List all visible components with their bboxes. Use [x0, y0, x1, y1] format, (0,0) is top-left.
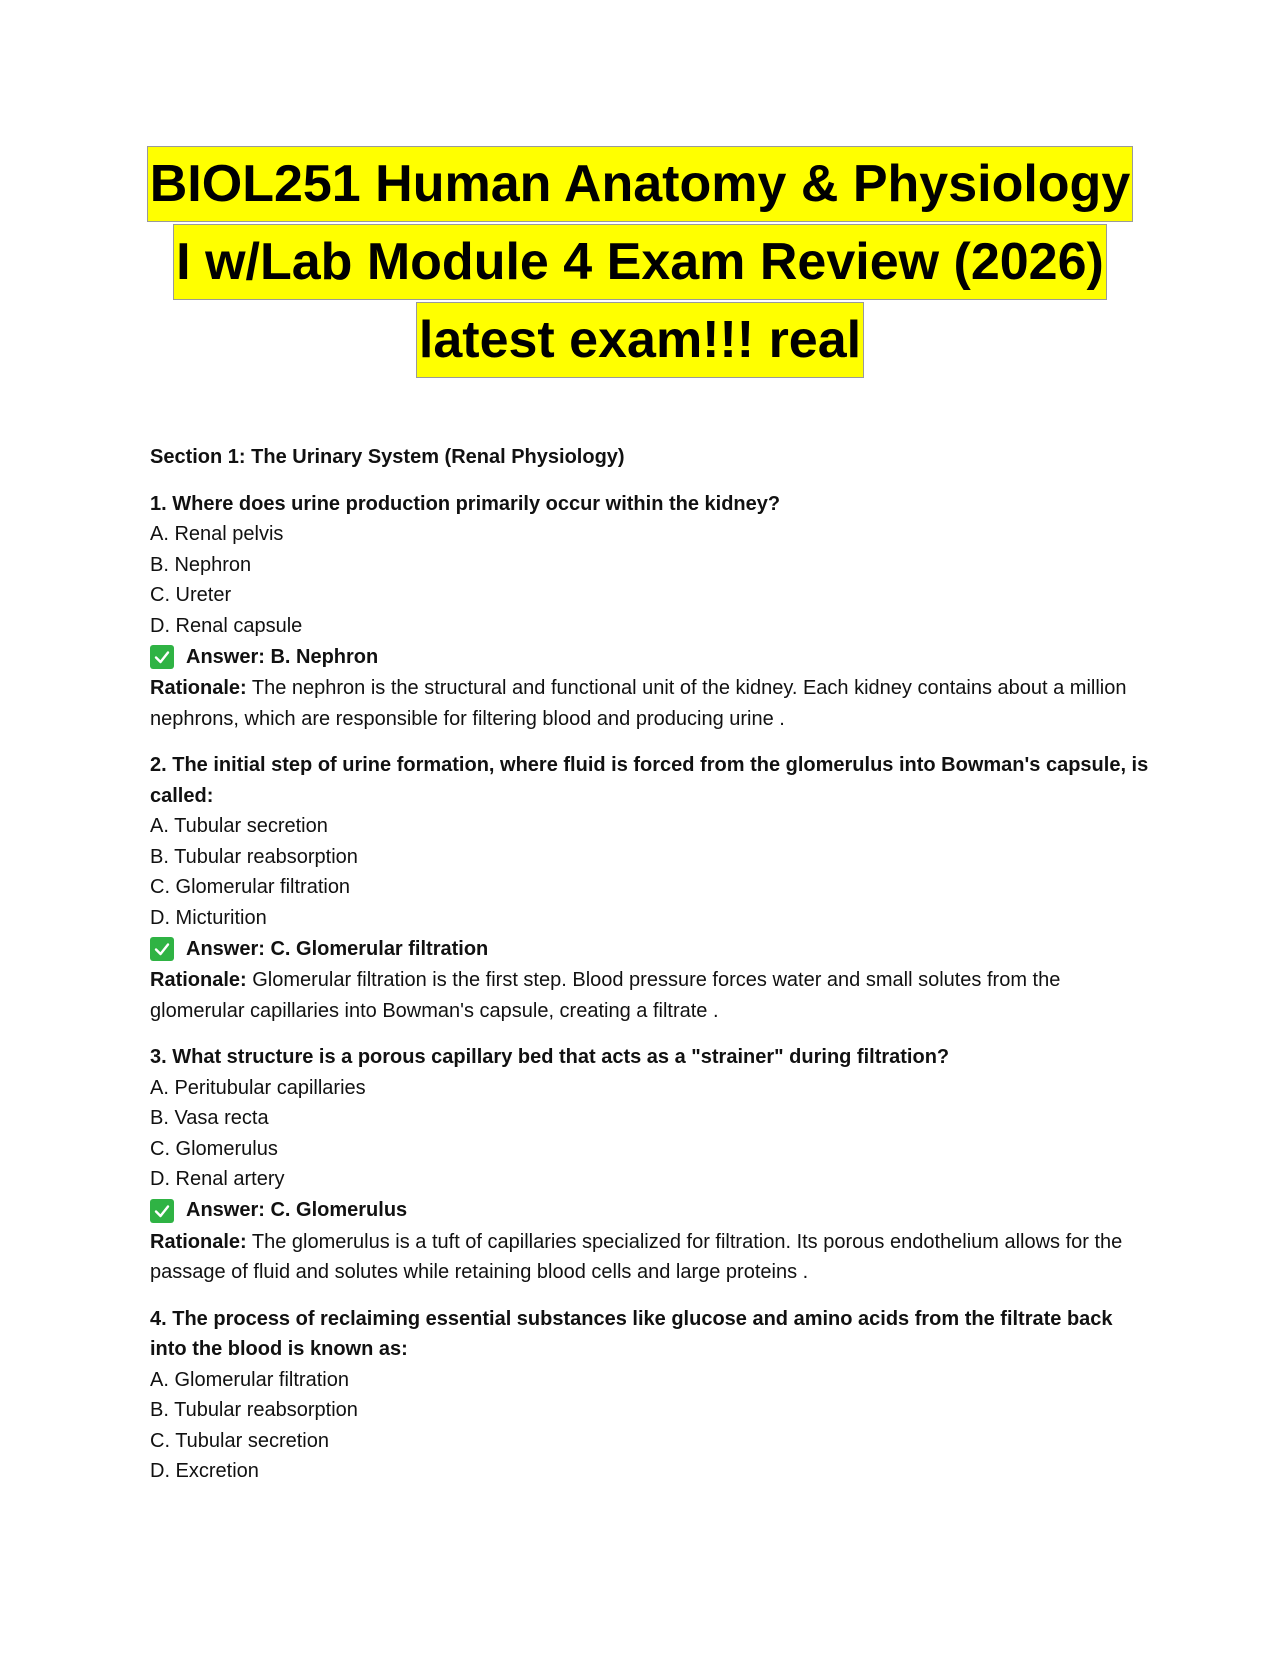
rationale-text: The nephron is the structural and functional unit of the kidney. Each kidney contains about a million nephrons, which are responsible for filtering blood and producing urine . — [150, 677, 1127, 730]
rationale-label: Rationale: — [150, 969, 247, 991]
title-line-1: BIOL251 Human Anatomy & Physiology — [147, 146, 1133, 222]
rationale — [150, 1227, 1150, 1288]
option-a: A. Peritubular capillaries — [150, 1076, 366, 1099]
section-heading: Section 1: The Urinary System (Renal Physiology) — [150, 446, 625, 468]
answer-line — [150, 641, 1150, 673]
option-c: C. Tubular secretion — [150, 1429, 329, 1452]
option-d: D. Renal artery — [150, 1168, 285, 1190]
option-b: B. Tubular reabsorption — [150, 1399, 358, 1421]
option-d: D. Renal capsule — [150, 614, 303, 637]
question-text: 4. The process of reclaiming essential substances like glucose and amino acids from the filtrate back into the blood is known as: — [150, 1307, 1113, 1360]
option-c: C. Glomerular filtration — [150, 876, 351, 898]
question-1 — [150, 489, 1150, 735]
answer-text: Answer: B. Nephron — [186, 645, 379, 668]
answer-text: Answer: C. Glomerular filtration — [186, 937, 489, 960]
question-3 — [150, 1042, 1150, 1288]
title-line-3: latest exam!!! real — [416, 302, 864, 378]
document-body — [150, 442, 1150, 1503]
option-c: C. Glomerulus — [150, 1137, 278, 1160]
answer-line — [150, 1195, 1150, 1227]
option-b: B. Nephron — [150, 553, 252, 576]
rationale-label: Rationale: — [150, 677, 247, 699]
option-d: D. Micturition — [150, 906, 267, 929]
question-text: 1. Where does urine production primarily occur within the kidney? — [150, 492, 781, 515]
option-b: B. Vasa recta — [150, 1107, 269, 1129]
check-mark-icon — [150, 1199, 174, 1223]
answer-text: Answer: C. Glomerulus — [186, 1199, 408, 1222]
question-text: 3. What structure is a porous capillary bed that acts as a "strainer" during filtration? — [150, 1046, 950, 1068]
question-4 — [150, 1304, 1150, 1487]
rationale-text: Glomerular filtration is the first step. Blood pressure forces water and small solutes from the glomerular capillaries into Bowman's capsule, creating a filtrate . — [150, 969, 1061, 1022]
option-a: A. Glomerular filtration — [150, 1368, 349, 1391]
rationale — [150, 673, 1150, 734]
document-title — [0, 146, 1280, 380]
option-c: C. Ureter — [150, 584, 232, 606]
question-2 — [150, 750, 1150, 1026]
question-text: 2. The initial step of urine formation, where fluid is forced from the glomerulus into Bowman's capsule, is called: — [150, 754, 1149, 807]
rationale-label: Rationale: — [150, 1230, 247, 1253]
option-b: B. Tubular reabsorption — [150, 845, 358, 868]
check-mark-icon — [150, 937, 174, 961]
option-a: A. Tubular secretion — [150, 815, 328, 837]
rationale-text: The glomerulus is a tuft of capillaries specialized for filtration. Its porous endothelium allows for the passage of fluid and solutes while retaining blood cells and large proteins . — [150, 1230, 1123, 1283]
option-a: A. Renal pelvis — [150, 523, 284, 545]
option-d: D. Excretion — [150, 1460, 259, 1482]
check-mark-icon — [150, 645, 174, 669]
title-line-2: I w/Lab Module 4 Exam Review (2026) — [173, 224, 1107, 300]
answer-line — [150, 933, 1150, 965]
rationale — [150, 965, 1150, 1026]
